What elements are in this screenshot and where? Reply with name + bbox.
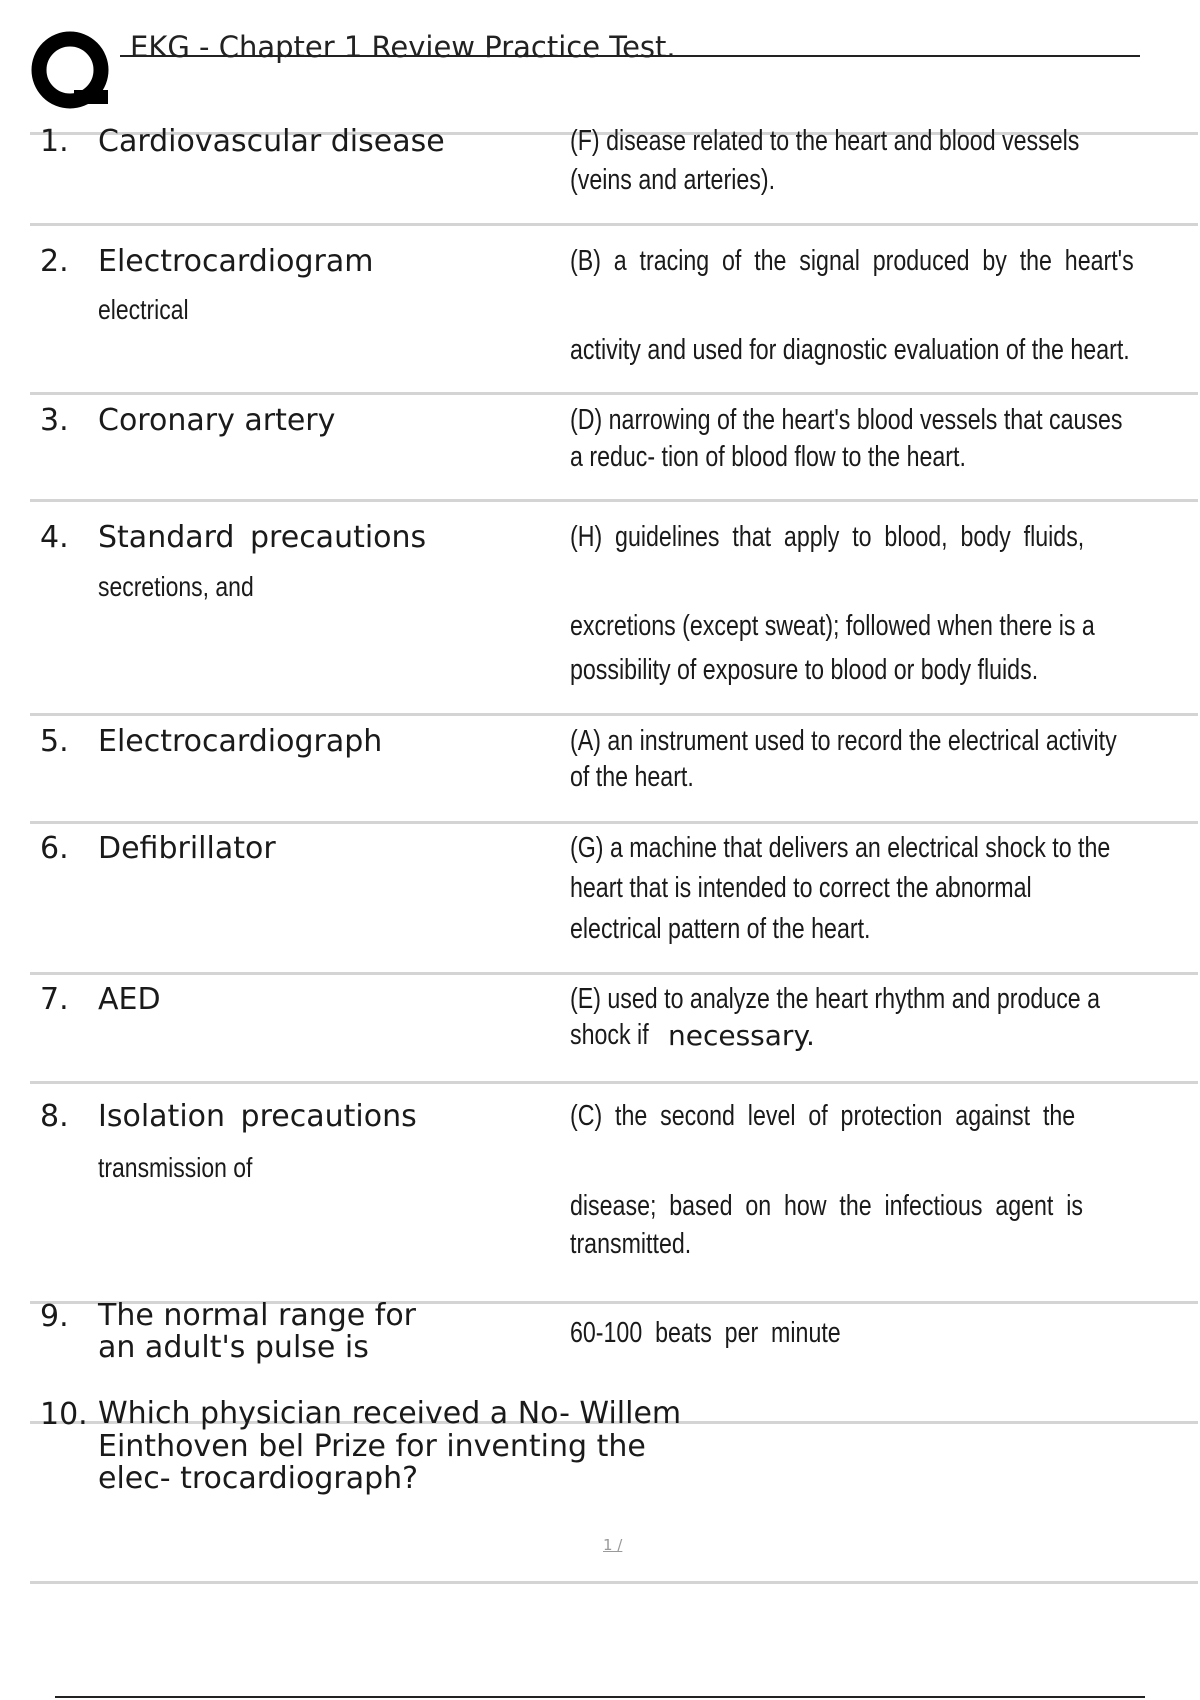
divider [30,1081,1198,1084]
item-definition-line: (veins and arteries). [570,164,776,196]
divider [30,972,1198,975]
divider [30,1581,1198,1584]
item-term: Defibrillator [98,831,276,866]
item-answer: 60-100 beats per minute [570,1317,841,1349]
item-number: 2. [40,244,69,279]
item-definition-line: of the heart. [570,761,694,793]
divider [30,821,1198,824]
item-term: Cardiovascular disease [98,124,445,159]
item-definition-line: (F) disease related to the heart and blood vessels [570,125,1080,157]
item-number: 10. [40,1397,88,1432]
item-definition-line: disease; based on how the infectious agent is [570,1190,1083,1222]
item-definition-line: electrical pattern of the heart. [570,913,871,945]
item-number: 3. [40,403,69,438]
item-question-line: The normal range for [98,1298,417,1333]
item-number: 6. [40,831,69,866]
item-question-line: elec- trocardiograph? [98,1461,419,1496]
item-term: Standard precautions [98,520,427,555]
item-definition-line: possibility of exposure to blood or body fluids. [570,654,1039,686]
divider [30,713,1198,716]
title-underline [120,55,1140,57]
item-definition-line: shock if [570,1019,649,1051]
item-number: 7. [40,982,69,1017]
item-definition-line: (C) the second level of protection against the [570,1100,1076,1132]
item-definition-line: a reduc- tion of blood flow to the heart. [570,441,966,473]
item-question-line: an adult's pulse is [98,1330,369,1365]
item-definition-line: (D) narrowing of the heart's blood vessels that causes [570,404,1123,436]
item-term: Electrocardiograph [98,724,383,759]
item-definition-line: transmitted. [570,1228,692,1260]
item-number: 8. [40,1099,69,1134]
item-number: 5. [40,724,69,759]
item-definition-line: activity and used for diagnostic evaluation of the heart. [570,334,1130,366]
bottom-rule [55,1696,1145,1698]
divider [30,392,1198,395]
item-term: Isolation precautions [98,1099,417,1134]
item-term-continuation: transmission of [98,1152,253,1183]
item-term: Electrocardiogram [98,244,374,279]
item-question-line: Einthoven bel Prize for inventing the [98,1429,646,1464]
page-number: 1 / [603,1536,623,1554]
q-logo-icon [30,30,112,112]
item-term-continuation: electrical [98,294,189,325]
divider [30,499,1198,502]
item-term: Coronary artery [98,403,336,438]
item-definition-line: excretions (except sweat); followed when there is a [570,610,1095,642]
item-number: 9. [40,1299,69,1334]
item-number: 1. [40,124,69,159]
item-definition-word: necessary. [668,1019,815,1052]
divider [30,223,1198,226]
item-question-line: Which physician received a No- Willem [98,1396,682,1431]
item-definition-line: (B) a tracing of the signal produced by the heart's [570,245,1134,277]
item-definition-line: (A) an instrument used to record the electrical activity [570,725,1117,757]
item-term-continuation: secretions, and [98,571,254,602]
item-definition-line: (G) a machine that delivers an electrical shock to the [570,832,1111,864]
item-number: 4. [40,520,69,555]
item-term: AED [98,982,161,1017]
item-definition-line: heart that is intended to correct the abnormal [570,872,1032,904]
item-definition-line: (E) used to analyze the heart rhythm and produce a [570,983,1101,1015]
page-title: EKG - Chapter 1 Review Practice Test. [130,30,676,64]
item-definition-line: (H) guidelines that apply to blood, body fluids, [570,521,1085,553]
